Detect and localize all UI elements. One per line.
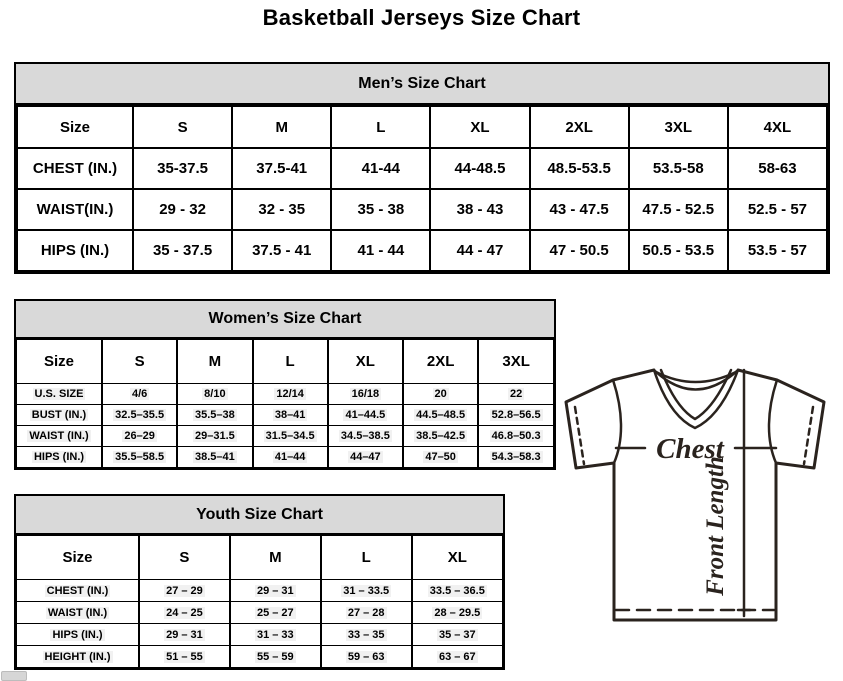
armhole-seam-right — [769, 380, 777, 463]
highlighted-text: 59 – 63 — [347, 650, 385, 663]
row-label: CHEST (IN.) — [17, 148, 133, 189]
size-cell: 38 - 43 — [430, 189, 529, 230]
highlighted-text: WAIST (IN.) — [47, 606, 108, 619]
column-header: S — [133, 106, 232, 148]
column-header: S — [139, 536, 230, 580]
size-cell — [328, 426, 403, 447]
column-header: Size — [17, 106, 133, 148]
womens-size-table — [16, 339, 554, 468]
size-cell — [102, 447, 177, 468]
table-row — [17, 405, 554, 426]
highlighted-text: 52.8–56.5 — [491, 409, 541, 421]
column-header: L — [321, 536, 412, 580]
highlighted-text: 31.5–34.5 — [265, 430, 315, 442]
size-cell — [321, 624, 412, 646]
row-label: WAIST(IN.) — [17, 189, 133, 230]
chest-label: Chest — [656, 433, 724, 465]
column-header: 4XL — [728, 106, 827, 148]
size-cell — [478, 447, 553, 468]
front-length-measure-line — [738, 370, 750, 616]
column-header: L — [331, 106, 430, 148]
size-cell — [412, 602, 503, 624]
highlighted-text: 38.5–41 — [194, 451, 235, 463]
column-header: 3XL — [629, 106, 728, 148]
highlighted-text: 25 – 27 — [256, 606, 294, 619]
highlighted-text: 28 – 29.5 — [434, 606, 481, 619]
row-label — [17, 405, 103, 426]
highlighted-text: 8/10 — [204, 388, 226, 400]
highlighted-text: 51 – 55 — [166, 650, 203, 663]
highlighted-text: 41–44.5 — [345, 409, 386, 421]
highlighted-text: 20 — [434, 388, 447, 400]
column-header: Size — [17, 536, 140, 580]
size-cell — [177, 384, 252, 405]
highlighted-text: 35.5–58.5 — [115, 451, 165, 463]
size-cell — [321, 602, 412, 624]
table-row — [17, 602, 503, 624]
size-cell: 52.5 - 57 — [728, 189, 827, 230]
front-length-label: Front Length — [702, 456, 729, 596]
highlighted-text: 41–44 — [274, 451, 306, 463]
size-cell — [328, 384, 403, 405]
size-cell — [177, 405, 252, 426]
table-title: Youth Size Chart — [16, 496, 503, 535]
size-cell — [328, 447, 403, 468]
mens-size-table — [16, 105, 828, 272]
jersey-diagram — [561, 364, 827, 626]
size-cell — [478, 384, 553, 405]
row-label — [17, 580, 140, 602]
column-header-row — [17, 340, 554, 384]
highlighted-text: 47–50 — [425, 451, 456, 463]
size-cell: 29 - 32 — [133, 189, 232, 230]
column-header-row — [17, 536, 503, 580]
size-cell: 32 - 35 — [232, 189, 331, 230]
highlighted-text: 27 – 29 — [166, 584, 203, 597]
size-cell — [102, 426, 177, 447]
highlighted-text: WAIST (IN.) — [29, 430, 89, 442]
highlighted-text: HIPS (IN.) — [52, 628, 103, 641]
table-row — [17, 624, 503, 646]
highlighted-text: 27 – 28 — [347, 606, 385, 619]
sleeve-cuff-dash-left — [575, 407, 584, 464]
highlighted-text: 12/14 — [276, 388, 304, 400]
column-header: M — [232, 106, 331, 148]
size-cell: 53.5 - 57 — [728, 230, 827, 271]
size-cell — [230, 580, 321, 602]
column-header: 3XL — [478, 340, 553, 384]
highlighted-text: 44–47 — [350, 451, 381, 463]
size-cell — [321, 646, 412, 668]
size-cell — [328, 405, 403, 426]
size-cell — [253, 447, 328, 468]
highlighted-text: 34.5–38.5 — [340, 430, 390, 442]
row-label — [17, 447, 103, 468]
size-cell: 47 - 50.5 — [530, 230, 629, 271]
highlighted-text: 35 – 37 — [438, 628, 476, 641]
column-header: 2XL — [530, 106, 629, 148]
size-cell — [253, 384, 328, 405]
size-cell — [412, 646, 503, 668]
table-row — [17, 230, 827, 271]
size-cell: 35 - 38 — [331, 189, 430, 230]
scrollbar-thumb-fragment[interactable] — [1, 671, 27, 681]
highlighted-text: 29–31.5 — [194, 430, 235, 442]
youth-size-chart — [14, 494, 505, 670]
size-cell — [230, 646, 321, 668]
size-cell: 35-37.5 — [133, 148, 232, 189]
size-cell: 50.5 - 53.5 — [629, 230, 728, 271]
womens-size-chart — [14, 299, 556, 470]
highlighted-text: 26–29 — [124, 430, 155, 442]
highlighted-text: 33.5 – 36.5 — [429, 584, 485, 597]
table-row — [17, 426, 554, 447]
highlighted-text: HEIGHT (IN.) — [44, 650, 111, 663]
highlighted-text: 54.3–58.3 — [491, 451, 541, 463]
armhole-seam-left — [613, 380, 621, 463]
size-cell — [412, 580, 503, 602]
size-cell — [321, 580, 412, 602]
row-label — [17, 646, 140, 668]
table-row — [17, 447, 554, 468]
row-label: HIPS (IN.) — [17, 230, 133, 271]
size-cell — [478, 426, 553, 447]
column-header: M — [230, 536, 321, 580]
size-cell — [139, 646, 230, 668]
youth-size-table — [16, 535, 503, 668]
size-cell — [403, 405, 478, 426]
row-label — [17, 426, 103, 447]
highlighted-text: 35.5–38 — [194, 409, 235, 421]
mens-size-chart — [14, 62, 830, 274]
highlighted-text: 4/6 — [131, 388, 148, 400]
size-cell — [230, 602, 321, 624]
size-cell — [403, 447, 478, 468]
row-label — [17, 624, 140, 646]
table-row — [17, 646, 503, 668]
size-cell: 58-63 — [728, 148, 827, 189]
size-cell: 43 - 47.5 — [530, 189, 629, 230]
table-row — [17, 189, 827, 230]
size-cell — [412, 624, 503, 646]
highlighted-text: 44.5–48.5 — [416, 409, 466, 421]
size-cell: 37.5 - 41 — [232, 230, 331, 271]
table-row — [17, 148, 827, 189]
column-header: XL — [328, 340, 403, 384]
size-cell: 41-44 — [331, 148, 430, 189]
sleeve-cuff-dash-right — [804, 407, 813, 464]
size-cell: 37.5-41 — [232, 148, 331, 189]
size-cell — [478, 405, 553, 426]
table-row — [17, 384, 554, 405]
size-cell: 35 - 37.5 — [133, 230, 232, 271]
size-cell — [139, 624, 230, 646]
column-header: 2XL — [403, 340, 478, 384]
column-header: Size — [17, 340, 103, 384]
highlighted-text: BUST (IN.) — [31, 409, 87, 421]
row-label — [17, 602, 140, 624]
highlighted-text: U.S. SIZE — [34, 388, 84, 400]
size-cell: 48.5-53.5 — [530, 148, 629, 189]
size-cell — [177, 426, 252, 447]
highlighted-text: 29 – 31 — [256, 584, 294, 597]
size-cell: 47.5 - 52.5 — [629, 189, 728, 230]
size-cell — [139, 580, 230, 602]
highlighted-text: 29 – 31 — [166, 628, 203, 641]
column-header-row — [17, 106, 827, 148]
size-cell: 44 - 47 — [430, 230, 529, 271]
table-title: Men’s Size Chart — [16, 64, 828, 105]
size-cell — [403, 384, 478, 405]
highlighted-text: 33 – 35 — [347, 628, 385, 641]
column-header: M — [177, 340, 252, 384]
table-row — [17, 580, 503, 602]
page-title: Basketball Jerseys Size Chart — [262, 5, 581, 30]
column-header: XL — [430, 106, 529, 148]
highlighted-text: 32.5–35.5 — [115, 409, 165, 421]
highlighted-text: 31 – 33 — [256, 628, 294, 641]
highlighted-text: 46.8–50.3 — [491, 430, 541, 442]
size-cell — [177, 447, 252, 468]
size-cell — [403, 426, 478, 447]
column-header: L — [253, 340, 328, 384]
size-cell — [230, 624, 321, 646]
highlighted-text: 22 — [510, 388, 523, 400]
size-cell — [139, 602, 230, 624]
table-title: Women’s Size Chart — [16, 301, 554, 339]
size-cell — [253, 426, 328, 447]
highlighted-text: 38–41 — [274, 409, 306, 421]
highlighted-text: 31 – 33.5 — [343, 584, 390, 597]
highlighted-text: 63 – 67 — [438, 650, 476, 663]
size-cell: 53.5-58 — [629, 148, 728, 189]
jersey-outline-icon — [566, 370, 824, 620]
highlighted-text: 24 – 25 — [166, 606, 203, 619]
collar-icon — [654, 370, 738, 428]
size-cell — [102, 384, 177, 405]
row-label — [17, 384, 103, 405]
highlighted-text: CHEST (IN.) — [46, 584, 109, 597]
highlighted-text: HIPS (IN.) — [33, 451, 85, 463]
highlighted-text: 55 – 59 — [256, 650, 294, 663]
size-cell — [102, 405, 177, 426]
column-header: S — [102, 340, 177, 384]
highlighted-text: 38.5–42.5 — [416, 430, 466, 442]
size-cell: 44-48.5 — [430, 148, 529, 189]
size-cell — [253, 405, 328, 426]
size-cell: 41 - 44 — [331, 230, 430, 271]
column-header: XL — [412, 536, 503, 580]
highlighted-text: 16/18 — [351, 388, 380, 400]
